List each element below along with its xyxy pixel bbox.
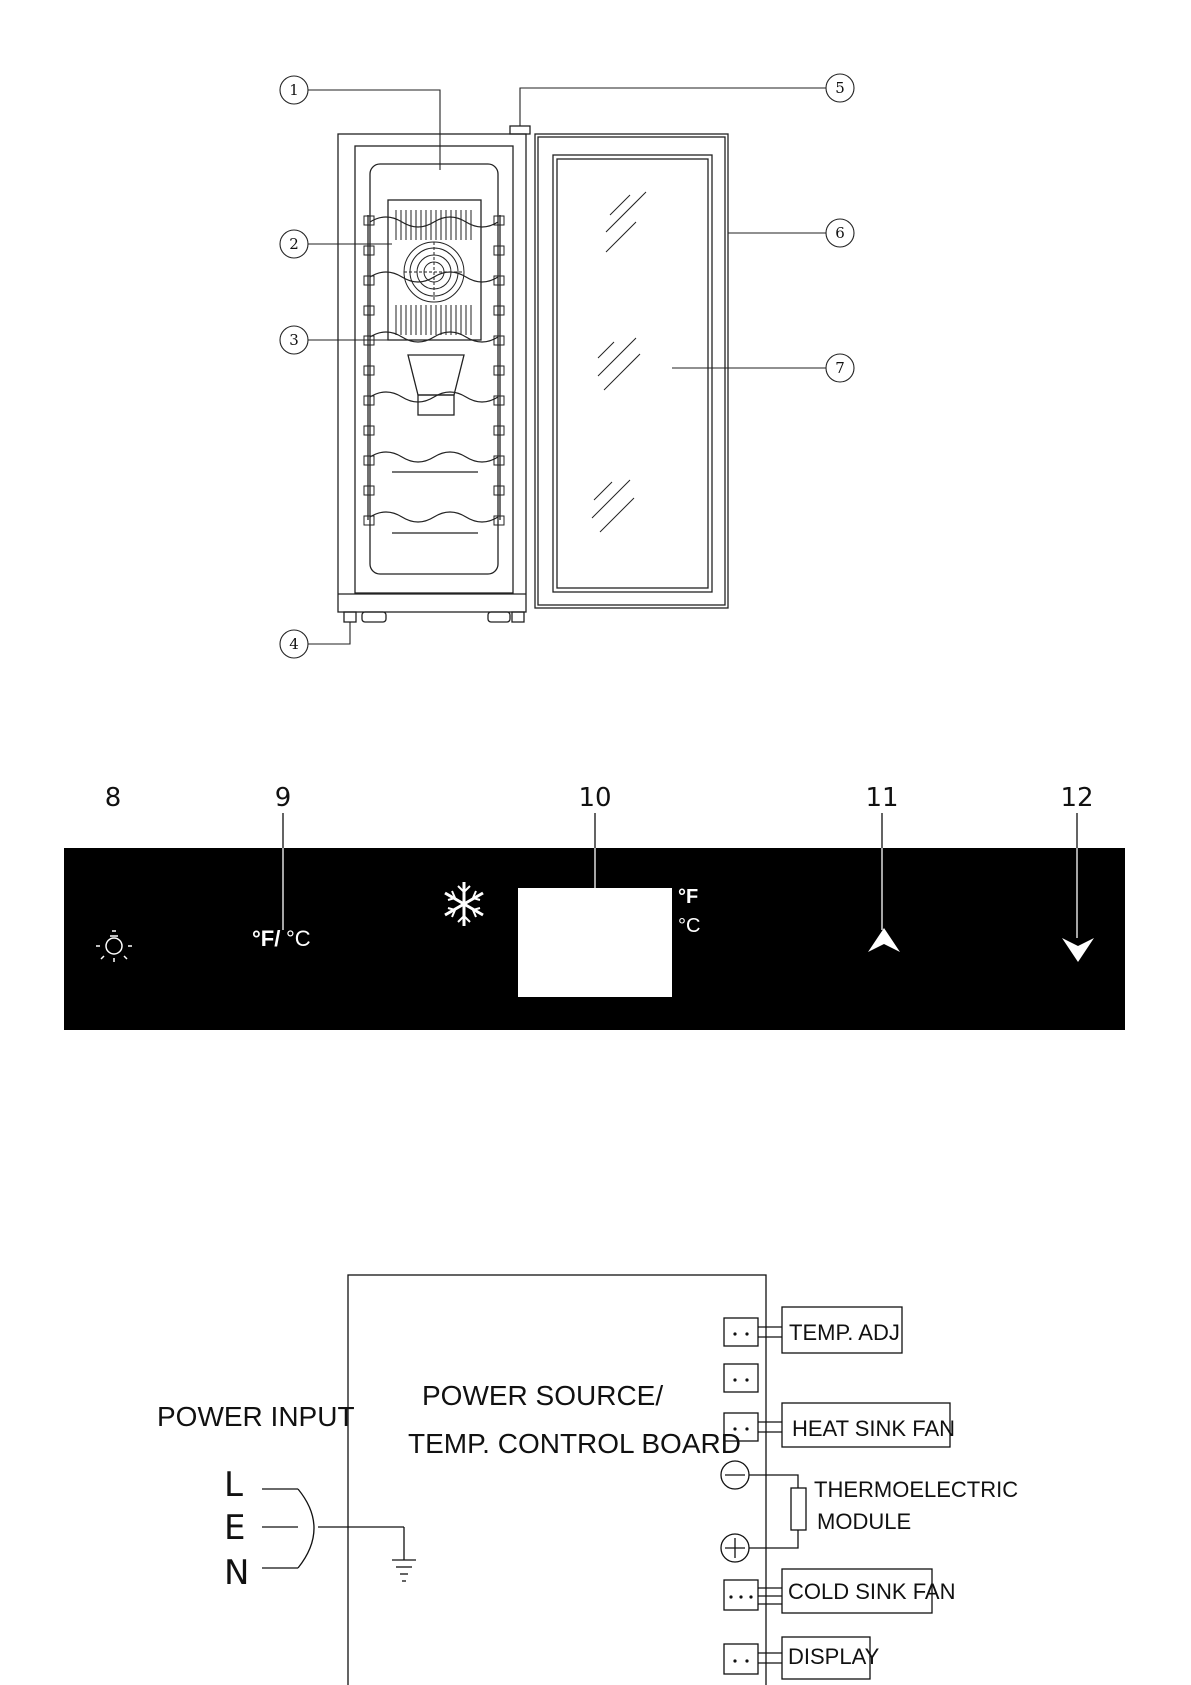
thermoelectric-label-line-2: MODULE <box>817 1509 912 1534</box>
callout-number-1: 1 <box>289 81 299 99</box>
connector-thermoelectric <box>721 1461 806 1562</box>
drip-funnel <box>408 355 464 395</box>
callout-number-4: 4 <box>289 635 299 653</box>
callout-number-5: 5 <box>835 79 845 97</box>
display-unit-f: °F <box>678 886 699 908</box>
callout-number-7: 7 <box>835 359 845 377</box>
panel-label-9: 9 <box>274 783 292 813</box>
terminal-l-label: L <box>224 1465 243 1505</box>
thermoelectric-label-line-1: THERMOELECTRIC <box>814 1477 1019 1502</box>
cold-sink-fan-label: COLD SINK FAN <box>788 1579 956 1604</box>
callout-number-2: 2 <box>289 235 299 253</box>
cabinet-inner <box>355 146 513 593</box>
glass-reflection-marks <box>592 192 646 532</box>
board-title-line-1: POWER SOURCE/ <box>422 1380 664 1411</box>
power-input-label: POWER INPUT <box>157 1401 355 1432</box>
glass-door-frame <box>535 134 728 608</box>
callout-number-6: 6 <box>835 224 845 242</box>
leveling-feet <box>344 612 524 622</box>
temp-adj-label: TEMP. ADJ <box>789 1320 900 1345</box>
wine-cooler-front-view <box>338 126 728 622</box>
display-connector-label: DISPLAY <box>788 1644 880 1669</box>
thermoelectric-module-symbol <box>791 1488 806 1530</box>
ground-icon <box>392 1560 416 1581</box>
panel-label-10: 10 <box>578 783 612 813</box>
panel-label-8: 8 <box>104 783 122 813</box>
heat-sink-fan-label: HEAT SINK FAN <box>792 1416 956 1441</box>
board-title-line-2: TEMP. CONTROL BOARD <box>408 1428 741 1459</box>
terminal-e-label: E <box>224 1508 246 1548</box>
unit-toggle-f: °F/ <box>252 926 281 951</box>
power-cord-bundle <box>298 1489 314 1568</box>
panel-label-12: 12 <box>1060 783 1094 813</box>
control-panel-section <box>64 783 1125 1030</box>
unit-toggle-c: °C <box>286 926 311 951</box>
control-board-box <box>348 1275 766 1685</box>
terminal-n-label: N <box>224 1553 250 1593</box>
display-unit-c: °C <box>678 915 701 937</box>
connector-pins <box>729 1332 752 1662</box>
panel-label-11: 11 <box>865 783 899 813</box>
door-hinge <box>510 126 530 134</box>
heat-sink-fins-bottom <box>396 305 471 335</box>
callout-number-3: 3 <box>289 331 299 349</box>
glass-panel <box>553 155 712 592</box>
temperature-display <box>518 888 672 997</box>
connector-spare <box>724 1364 758 1392</box>
